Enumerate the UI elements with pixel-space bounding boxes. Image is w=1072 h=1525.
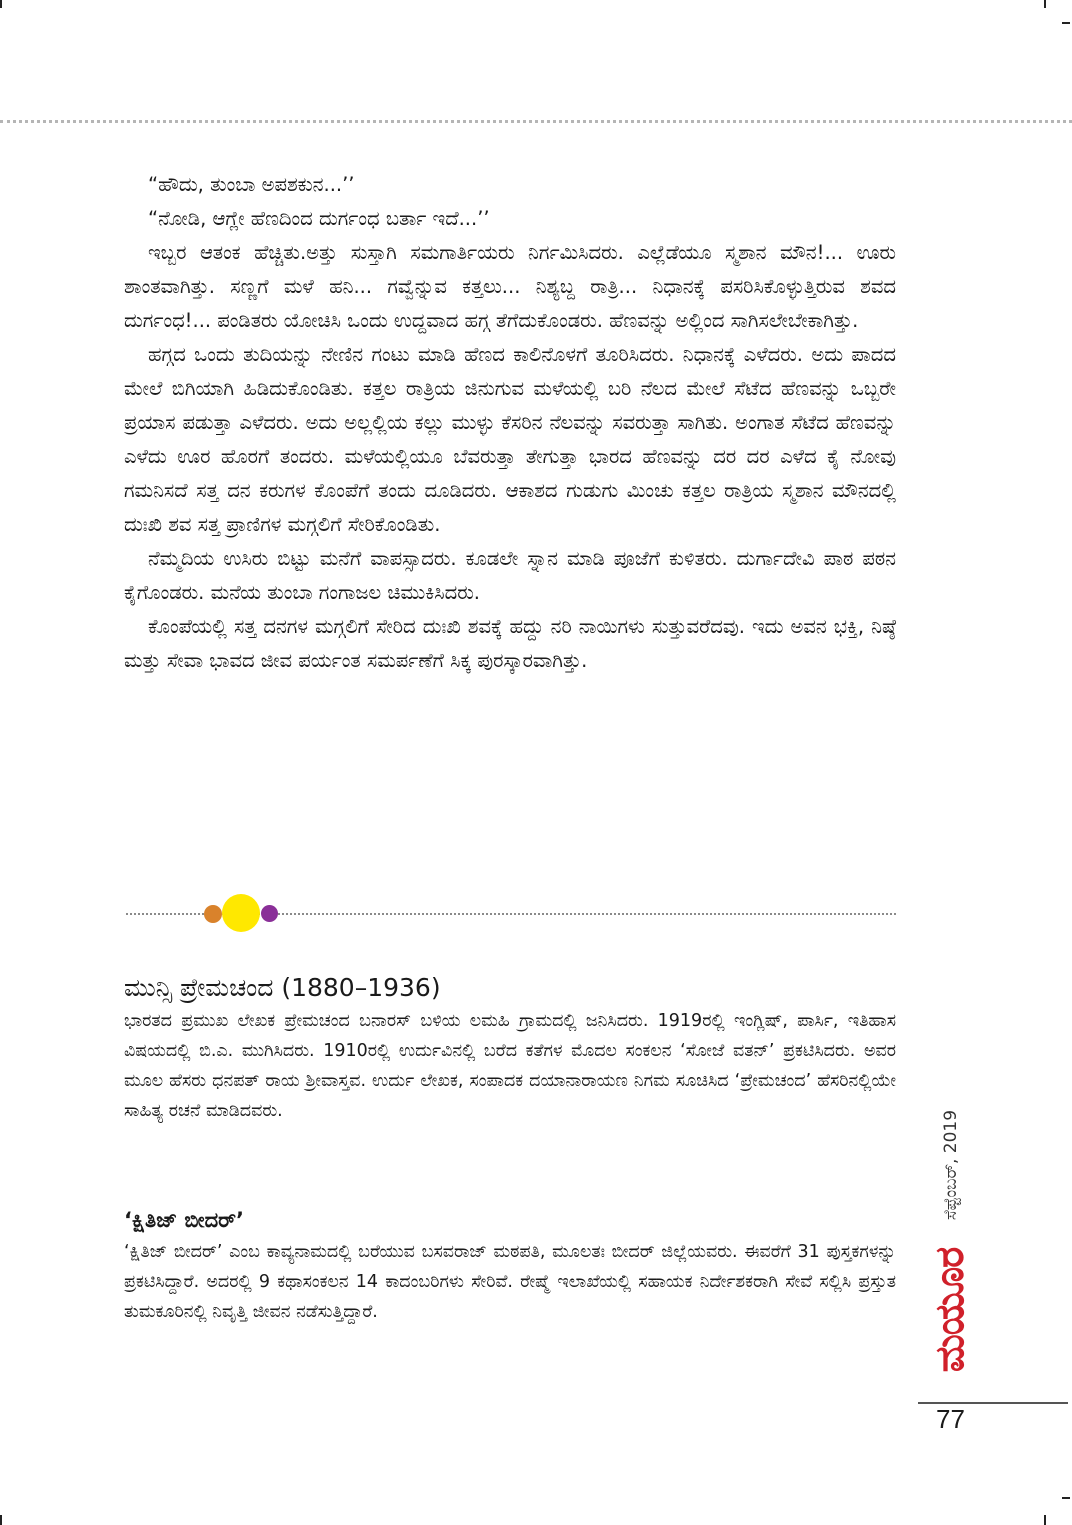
crop-mark-right-upper [1062,22,1070,24]
page-number: 77 [936,1404,965,1434]
story-paragraph: ಇಬ್ಬರ ಆತಂಕ ಹೆಚ್ಚಿತು.ಅತ್ತು ಸುಸ್ತಾಗಿ ಸಮಗಾರ್ತಿಯರು ನಿರ್ಗಮಿಸಿದರು. ಎಲ್ಲೆಡೆಯೂ ಸ್ಮಶಾನ ಮೌನ!... ಊರು ಶಾಂತವಾಗಿತ್ತು. ಸಣ್ಣಗೆ ಮಳೆ ಹನಿ... ಗವ್ವೆನ್ನುವ ಕತ್ತಲು... ನಿಶ್ಯಬ್ದ ರಾತ್ರಿ... ನಿಧಾನಕ್ಕೆ ಪಸರಿಸಿಕೊಳ್ಳುತ್ತಿರುವ ಶವದ ದುರ್ಗಂಧ!... ಪಂಡಿತರು ಯೋಚಿಸಿ ಒಂದು ಉದ್ದವಾದ ಹಗ್ಗ ತೆಗೆದುಕೊಂಡರು. ಹೆಣವನ್ನು ಅಲ್ಲಿಂದ ಸಾಗಿಸಲೇಬೇಕಾಗಿತ್ತು. [124,241,896,332]
yellow-dot-ornament [222,894,260,932]
crop-mark-bottom-right [1044,1515,1046,1525]
author-heading: ಮುನ್ಸಿ ಪ್ರೇಮಚಂದ (1880–1936) [124,973,441,1002]
magazine-logo-text: ಮಯೂರ [927,1247,973,1373]
story-text [124,168,896,678]
purple-dot-ornament [261,905,278,922]
translator-bio [124,1203,896,1327]
story-paragraph: “ನೋಡಿ, ಆಗ್ಲೇ ಹೆಣದಿಂದ ದುರ್ಗಂಧ ಬರ್ತಾ ಇದೆ...’’ [148,207,490,230]
story-paragraph: ನೆಮ್ಮದಿಯ ಉಸಿರು ಬಿಟ್ಟು ಮನೆಗೆ ವಾಪಸ್ಸಾದರು. ಕೂಡಲೇ ಸ್ನಾನ ಮಾಡಿ ಪೂಜೆಗೆ ಕುಳಿತರು. ದುರ್ಗಾದೇವಿ ಪಾಠ ಪಠನ ಕೈಗೊಂಡರು. ಮನೆಯ ತುಂಬಾ ಗಂಗಾಜಲ ಚಿಮುಕಿಸಿದರು. [124,547,896,604]
magazine-logo [928,1240,972,1380]
author-bio [124,970,896,1126]
orange-dot-ornament [204,905,222,923]
author-bio-text: ಭಾರತದ ಪ್ರಮುಖ ಲೇಖಕ ಪ್ರೇಮಚಂದ ಬನಾರಸ್ ಬಳಿಯ ಲಮಹಿ ಗ್ರಾಮದಲ್ಲಿ ಜನಿಸಿದರು. 1919ರಲ್ಲಿ ಇಂಗ್ಲಿಷ್, ಪಾರ್ಸಿ, ಇತಿಹಾಸ ವಿಷಯದಲ್ಲಿ ಬಿ.ಎ. ಮುಗಿಸಿದರು. 1910ರಲ್ಲಿ ಉರ್ದುವಿನಲ್ಲಿ ಬರೆದ ಕತೆಗಳ ಮೊದಲ ಸಂಕಲನ ‘ಸೋಜೆ ವತನ್’ ಪ್ರಕಟಿಸಿದರು. ಅವರ ಮೂಲ ಹೆಸರು ಧನಪತ್ ರಾಯ ಶ್ರೀವಾಸ್ತವ. ಉರ್ದು ಲೇಖಕ, ಸಂಪಾದಕ ದಯಾನಾರಾಯಣ ನಿಗಮ ಸೂಚಿಸಿದ ‘ಪ್ರೇಮಚಂದ’ ಹೆಸರಿನಲ್ಲಿಯೇ ಸಾಹಿತ್ಯ ರಚನೆ ಮಾಡಿದವರು. [124,1011,896,1121]
story-paragraph: “ಹೌದು, ತುಂಬಾ ಅಪಶಕುನ...’’ [148,173,355,196]
section-divider [126,894,898,934]
translator-bio-text: ‘ಕ್ಷಿತಿಜ್ ಬೀದರ್’ ಎಂಬ ಕಾವ್ಯನಾಮದಲ್ಲಿ ಬರೆಯುವ ಬಸವರಾಜ್ ಮಠಪತಿ, ಮೂಲತಃ ಬೀದರ್ ಜಿಲ್ಲೆಯವರು. ಈವರೆಗೆ 31 ಪುಸ್ತಕಗಳನ್ನು ಪ್ರಕಟಿಸಿದ್ದಾರೆ. ಅದರಲ್ಲಿ 9 ಕಥಾಸಂಕಲನ 14 ಕಾದಂಬರಿಗಳು ಸೇರಿವೆ. ರೇಷ್ಮೆ ಇಲಾಖೆಯಲ್ಲಿ ಸಹಾಯಕ ನಿರ್ದೇಶಕರಾಗಿ ಸೇವೆ ಸಲ್ಲಿಸಿ ಪ್ರಸ್ತುತ ತುಮಕೂರಿನಲ್ಲಿ ನಿವೃತ್ತಿ ಜೀವನ ನಡೆಸುತ್ತಿದ್ದಾರೆ. [124,1242,896,1322]
issue-date [936,1100,966,1230]
crop-mark-top-left [0,0,2,8]
story-paragraph: ಕೊಂಪೆಯಲ್ಲಿ ಸತ್ತ ದನಗಳ ಮಗ್ಗಲಿಗೆ ಸೇರಿದ ದುಃಖಿ ಶವಕ್ಕೆ ಹದ್ದು ನರಿ ನಾಯಿಗಳು ಸುತ್ತುವರೆದವು. ಇದು ಅವನ ಭಕ್ತಿ, ನಿಷ್ಠೆ ಮತ್ತು ಸೇವಾ ಭಾವದ ಜೀವ ಪರ್ಯಂತ ಸಮರ್ಪಣೆಗೆ ಸಿಕ್ಕ ಪುರಸ್ಕಾರವಾಗಿತ್ತು. [124,615,896,672]
crop-mark-bottom-left [0,1515,2,1525]
crop-mark-top-right [1044,0,1046,8]
issue-date-text: ಸೆಪ್ಟೆಂಬರ್, 2019 [941,1109,961,1221]
translator-heading: ‘ಕ್ಷಿತಿಜ್ ಬೀದರ್’ [124,1208,245,1232]
crop-mark-right-lower [1062,1497,1070,1499]
story-paragraph: ಹಗ್ಗದ ಒಂದು ತುದಿಯನ್ನು ನೇಣಿನ ಗಂಟು ಮಾಡಿ ಹೆಣದ ಕಾಲಿನೊಳಗೆ ತೂರಿಸಿದರು. ನಿಧಾನಕ್ಕೆ ಎಳೆದರು. ಅದು ಪಾದದ ಮೇಲೆ ಬಿಗಿಯಾಗಿ ಹಿಡಿದುಕೊಂಡಿತು. ಕತ್ತಲ ರಾತ್ರಿಯ ಜಿನುಗುವ ಮಳೆಯಲ್ಲಿ ಬರಿ ನೆಲದ ಮೇಲೆ ಸೆಟೆದ ಹೆಣವನ್ನು ಒಬ್ಬರೇ ಪ್ರಯಾಸ ಪಡುತ್ತಾ ಎಳೆದರು. ಅದು ಅಲ್ಲಲ್ಲಿಯ ಕಲ್ಲು ಮುಳ್ಳು ಕೆಸರಿನ ನೆಲವನ್ನು ಸವರುತ್ತಾ ಸಾಗಿತು. ಅಂಗಾತ ಸೆಟೆದ ಹೆಣವನ್ನು ಎಳೆದು ಊರ ಹೊರಗೆ ತಂದರು. ಮಳೆಯಲ್ಲಿಯೂ ಬೆವರುತ್ತಾ ತೇಗುತ್ತಾ ಭಾರದ ಹೆಣವನ್ನು ದರ ದರ ಎಳೆದ ಕೈ ನೋವು ಗಮನಿಸದೆ ಸತ್ತ ದನ ಕರುಗಳ ಕೊಂಪೆಗೆ ತಂದು ದೂಡಿದರು. ಆಕಾಶದ ಗುಡುಗು ಮಿಂಚು ಕತ್ತಲ ರಾತ್ರಿಯ ಸ್ಮಶಾನ ಮೌನದಲ್ಲಿ ದುಃಖಿ ಶವ ಸತ್ತ ಪ್ರಾಣಿಗಳ ಮಗ್ಗಲಿಗೆ ಸೇರಿಕೊಂಡಿತು. [124,343,896,536]
top-dotted-rule [0,120,1072,123]
